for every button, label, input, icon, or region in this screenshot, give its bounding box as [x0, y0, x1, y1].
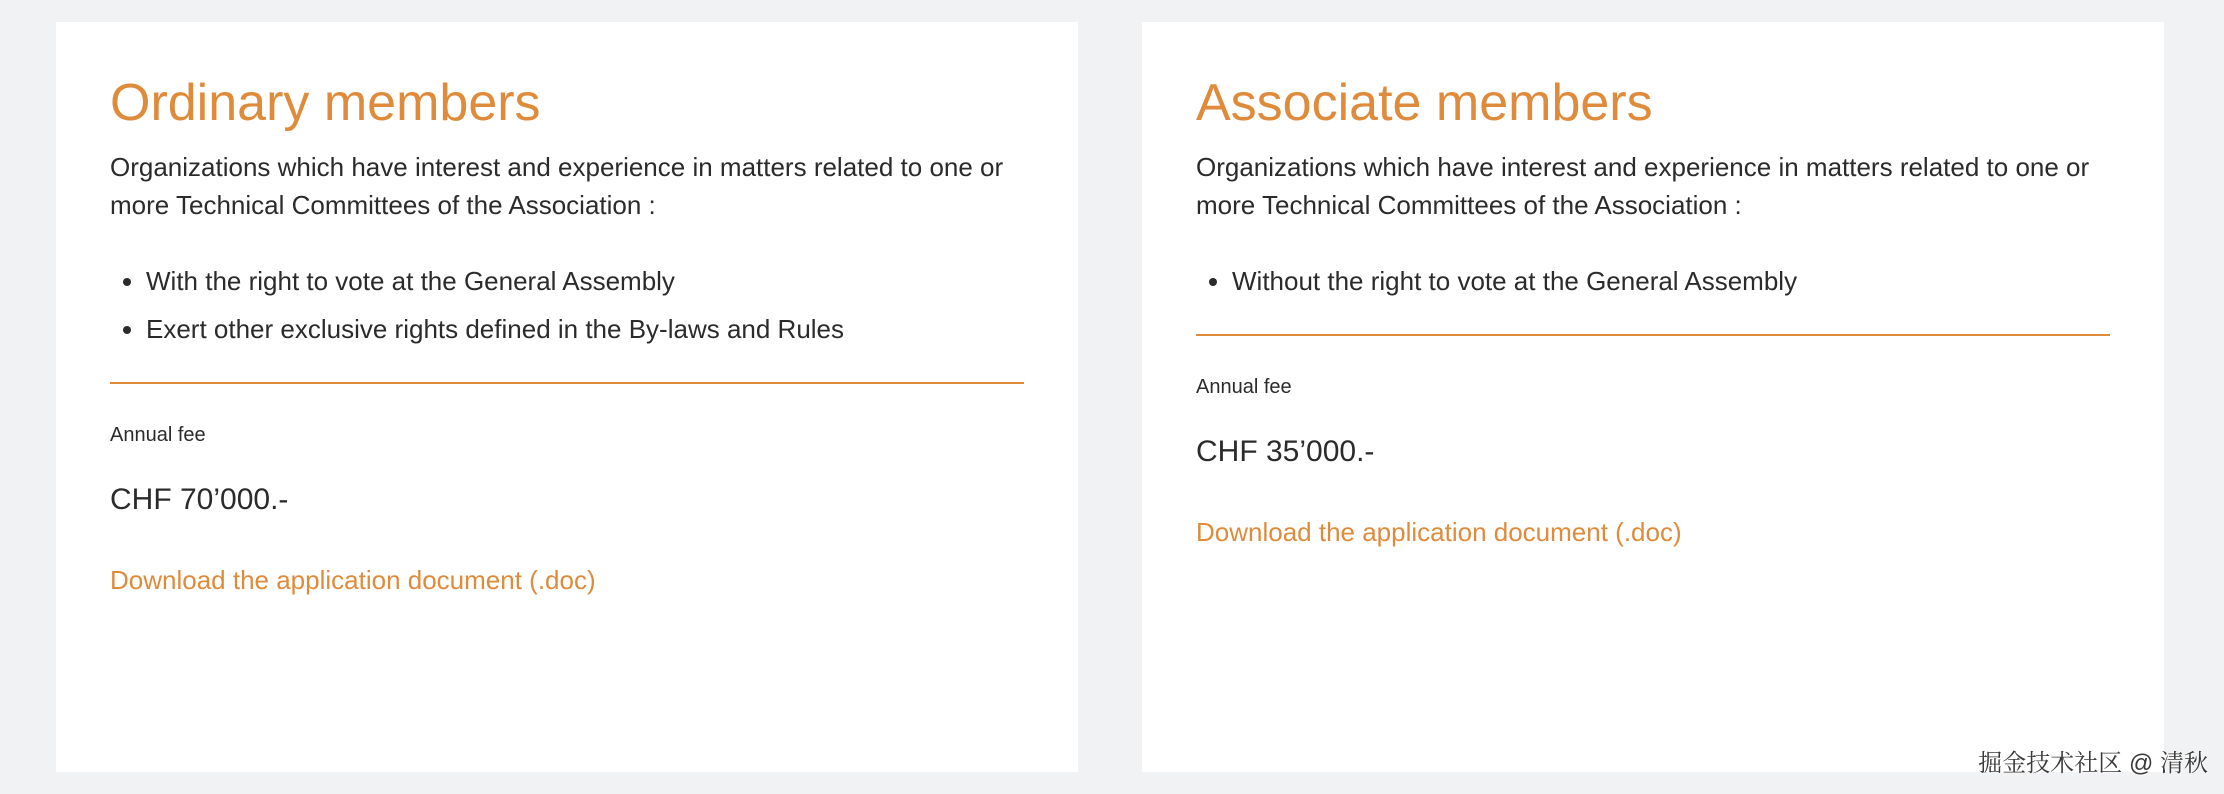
- associate-members-card: [1142, 22, 2164, 772]
- benefits-list: [110, 262, 1024, 348]
- fee-value: CHF 35’000.-: [1196, 435, 1375, 469]
- fee-label: Annual fee: [110, 424, 206, 447]
- fee-label: Annual fee: [1196, 376, 1292, 399]
- benefit-item: • Without the right to vote at the General Assembly: [1232, 262, 2110, 300]
- card-description: Organizations which have interest and experience in matters related to one or more Technical Committees of the Association :: [1196, 152, 2090, 221]
- divider: [110, 382, 1024, 384]
- benefit-item: • With the right to vote at the General Assembly: [146, 262, 1024, 300]
- card-description: Organizations which have interest and experience in matters related to one or more Technical Committees of the Association :: [110, 152, 1004, 221]
- watermark: 掘金技术社区 @ 清秋: [1978, 750, 2208, 777]
- card-title: Associate members: [1196, 74, 1653, 132]
- fee-value: CHF 70’000.-: [110, 483, 289, 517]
- ordinary-members-card: [56, 22, 1078, 772]
- download-application-link[interactable]: Download the application document (.doc): [110, 565, 596, 596]
- card-title: Ordinary members: [110, 74, 541, 132]
- divider: [1196, 334, 2110, 336]
- benefits-list: [1196, 262, 2110, 300]
- benefit-item: • Exert other exclusive rights defined in the By-laws and Rules: [146, 310, 1024, 348]
- download-application-link[interactable]: Download the application document (.doc): [1196, 517, 1682, 548]
